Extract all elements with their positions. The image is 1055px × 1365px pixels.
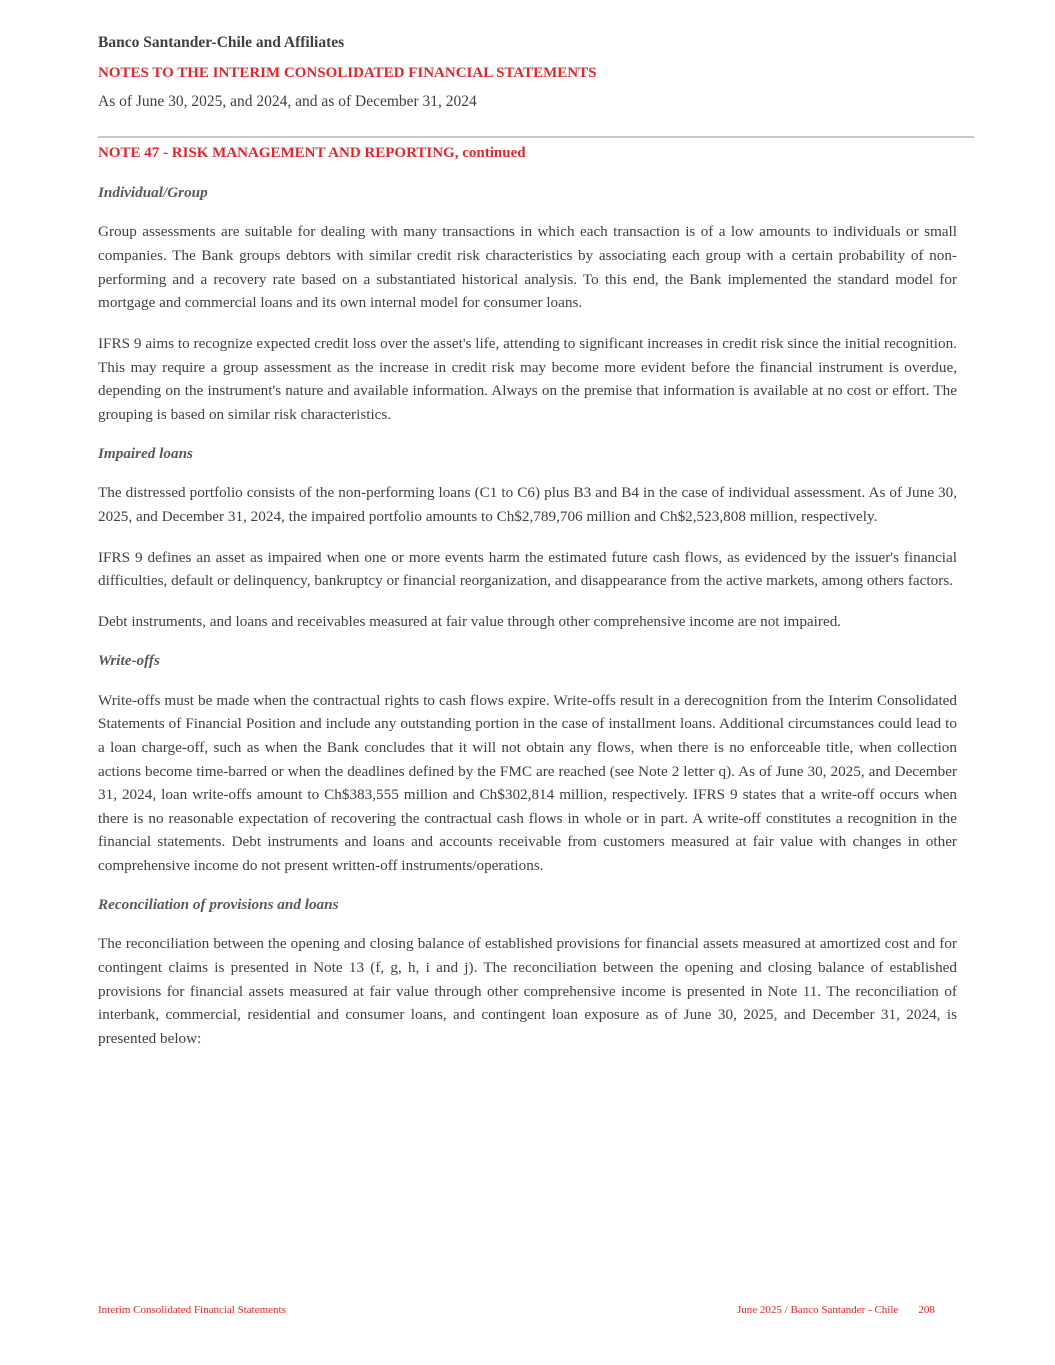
header-divider [98,136,974,138]
section-heading: Reconciliation of provisions and loans [98,895,339,913]
paragraph: The reconciliation between the opening and closing balance of established provisions for financial assets measured at amortized cost and for contingent claims is presented in Note 13 (f, g, h, i and j). The reconciliation between the opening and closing balance of established provisions for financial assets measured at fair value through other comprehensive income is presented in Note 11. The reconciliation of interbank, commercial, residential and consumer loans, and contingent loan exposure as of June 30, 2025, and December 31, 2024, is presented below: [98,935,957,1047]
page [98,33,957,1047]
section-heading: Impaired loans [98,444,193,462]
section-heading: Write-offs [98,652,160,670]
paragraph: Write-offs must be made when the contractual rights to cash flows expire. Write-offs result in a derecognition from the Interim Consolidated Statements of Financial Position and include any outstanding portion in the case of installment loans. Additional circumstances could lead to a loan charge-off, such as when the Bank concludes that it will not obtain any flows, when there is no enforceable title, when collection actions become time-barred or when the deadlines defined by the FMC are reached (see Note 2 letter q). As of June 30, 2025, and December 31, 2024, loan write-offs amount to Ch$383,555 million and Ch$302,814 million, respectively. IFRS 9 states that a write-off occurs when there is no reasonable expectation of recovering the contractual cash flows in whole or in part. A write-off constitutes a recognition in the financial statements. Debt instruments and loans and accounts receivable from customers measured at fair value with changes in other comprehensive income do not present written-off instruments/operations. [98,691,957,874]
notes-title: NOTES TO THE INTERIM CONSOLIDATED FINANCIAL STATEMENTS [98,65,597,81]
paragraph: IFRS 9 aims to recognize expected credit loss over the asset's life, attending to significant increases in credit risk since the initial recognition. This may require a group assessment as the increase in credit risk may become more evident before the financial instrument is overdue, depending on the instrument's nature and available information. Always on the premise that information is available at no cost or effort. The grouping is based on similar risk characteristics. [98,335,957,423]
paragraph: The distressed portfolio consists of the non-performing loans (C1 to C6) plus B3 and B4 in the case of individual assessment. As of June 30, 2025, and December 31, 2024, the impaired portfolio amounts to Ch$2,789,706 million and Ch$2,523,808 million, respectively. [98,484,957,525]
as-of-date: As of June 30, 2025, and 2024, and as of December 31, 2024 [98,93,477,110]
section-heading: Individual/Group [98,184,208,201]
paragraph: IFRS 9 defines an asset as impaired when one or more events harm the estimated future cash flows, as evidenced by the issuer's financial difficulties, default or delinquency, bankruptcy or financial reorganization, and disappearance from the active markets, among others factors. [98,548,957,590]
company-name: Banco Santander-Chile and Affiliates [98,34,345,51]
note-title: NOTE 47 - RISK MANAGEMENT AND REPORTING, continued [98,145,526,161]
paragraph: Debt instruments, and loans and receivables measured at fair value through other comprehensive income are not impaired. [98,613,842,631]
paragraph: Group assessments are suitable for dealing with many transactions in which each transaction is of a low amounts to individuals or small companies. The Bank groups debtors with similar credit risk characteristics by associating each group with a certain probability of non-performing and a recovery rate based on a substantiated historical analysis. To this end, the Bank implemented the standard model for mortgage and commercial loans and its own internal model for consumer loans. [98,223,957,312]
footer-left: Interim Consolidated Financial Statements [98,1304,286,1316]
page-number: 208 [918,1304,935,1316]
document-body [98,183,957,1068]
footer-source: June 2025 / Banco Santander - Chile [737,1304,899,1316]
footer-right [737,1303,935,1317]
